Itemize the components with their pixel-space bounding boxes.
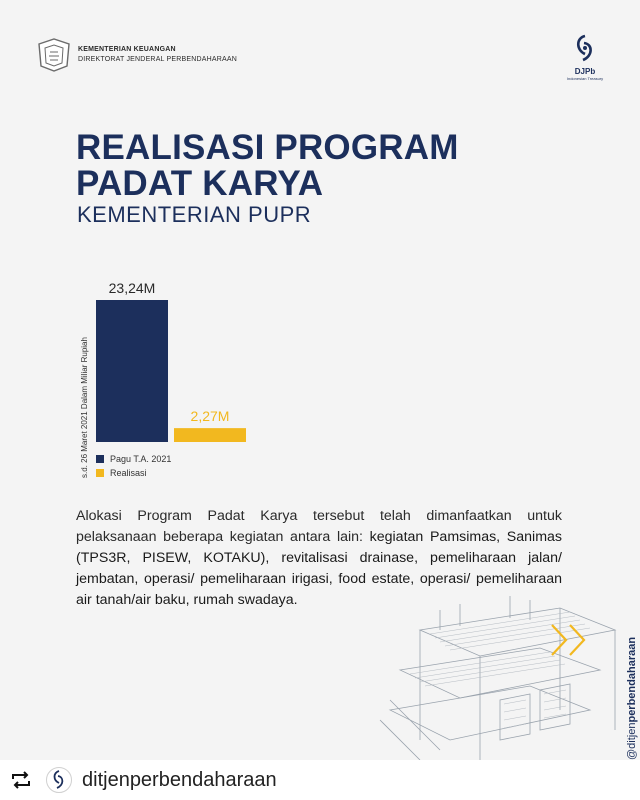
building-sketch-illustration	[360, 590, 620, 760]
body-activities: kegiatan Pamsimas, Sanimas (TPS3R, PISEW, KOTAKU), revitalisasi drainase, pemeliharaan jalan/ jembatan, operasi/ pemeliharaan irigasi, food estate, operasi/ pemeliharaan air tanah/air baku, rumah swadaya.	[76, 529, 562, 608]
brand-name: DJPb	[574, 67, 596, 76]
ministry-name: KEMENTERIAN KEUANGAN	[78, 46, 176, 53]
directorate-name: DIREKTORAT JENDERAL PERBENDAHARAAN	[78, 56, 238, 63]
legend-label-realisasi: Realisasi	[110, 468, 147, 478]
page-title	[76, 130, 459, 202]
avatar[interactable]	[46, 767, 72, 793]
footer-handle[interactable]: ditjenperbendaharaan	[82, 768, 277, 791]
djpb-logo-icon	[570, 34, 600, 62]
legend-swatch-pagu	[96, 455, 104, 463]
title-line-1: REALISASI PROGRAM	[76, 128, 459, 167]
y-axis-label: s.d. 26 Maret 2021 Dalam Miliar Rupiah	[80, 337, 89, 478]
bar-pagu	[96, 300, 168, 442]
page-subtitle: KEMENTERIAN PUPR	[77, 202, 312, 227]
bar-realisasi	[174, 428, 246, 442]
ministry-emblem-icon	[36, 38, 72, 72]
data-label-realisasi: 2,27M	[190, 408, 230, 425]
legend-swatch-realisasi	[96, 469, 104, 477]
repost-bar	[0, 760, 640, 800]
body-intro: Alokasi Program Padat Karya tersebut telah dimanfaatkan untuk pelaksanaan beberapa kegiatan antara lain:	[76, 508, 562, 545]
legend-label-pagu: Pagu T.A. 2021	[110, 454, 172, 464]
repost-icon[interactable]	[10, 771, 32, 789]
side-handle-bold: perbendaharaan	[626, 636, 638, 723]
double-chevron-right-icon	[548, 622, 594, 658]
legend-item-pagu	[96, 452, 171, 466]
data-label-pagu: 23,24M	[108, 280, 156, 296]
ministry-header	[36, 38, 237, 72]
brand-tagline: Indonesian Treasury	[566, 76, 604, 81]
chart-legend	[96, 452, 171, 480]
brand-logo	[562, 34, 608, 81]
side-handle	[626, 637, 638, 760]
side-handle-prefix: @ditjen	[626, 722, 638, 760]
legend-item-realisasi	[96, 466, 171, 480]
title-line-2: PADAT KARYA	[76, 164, 324, 203]
